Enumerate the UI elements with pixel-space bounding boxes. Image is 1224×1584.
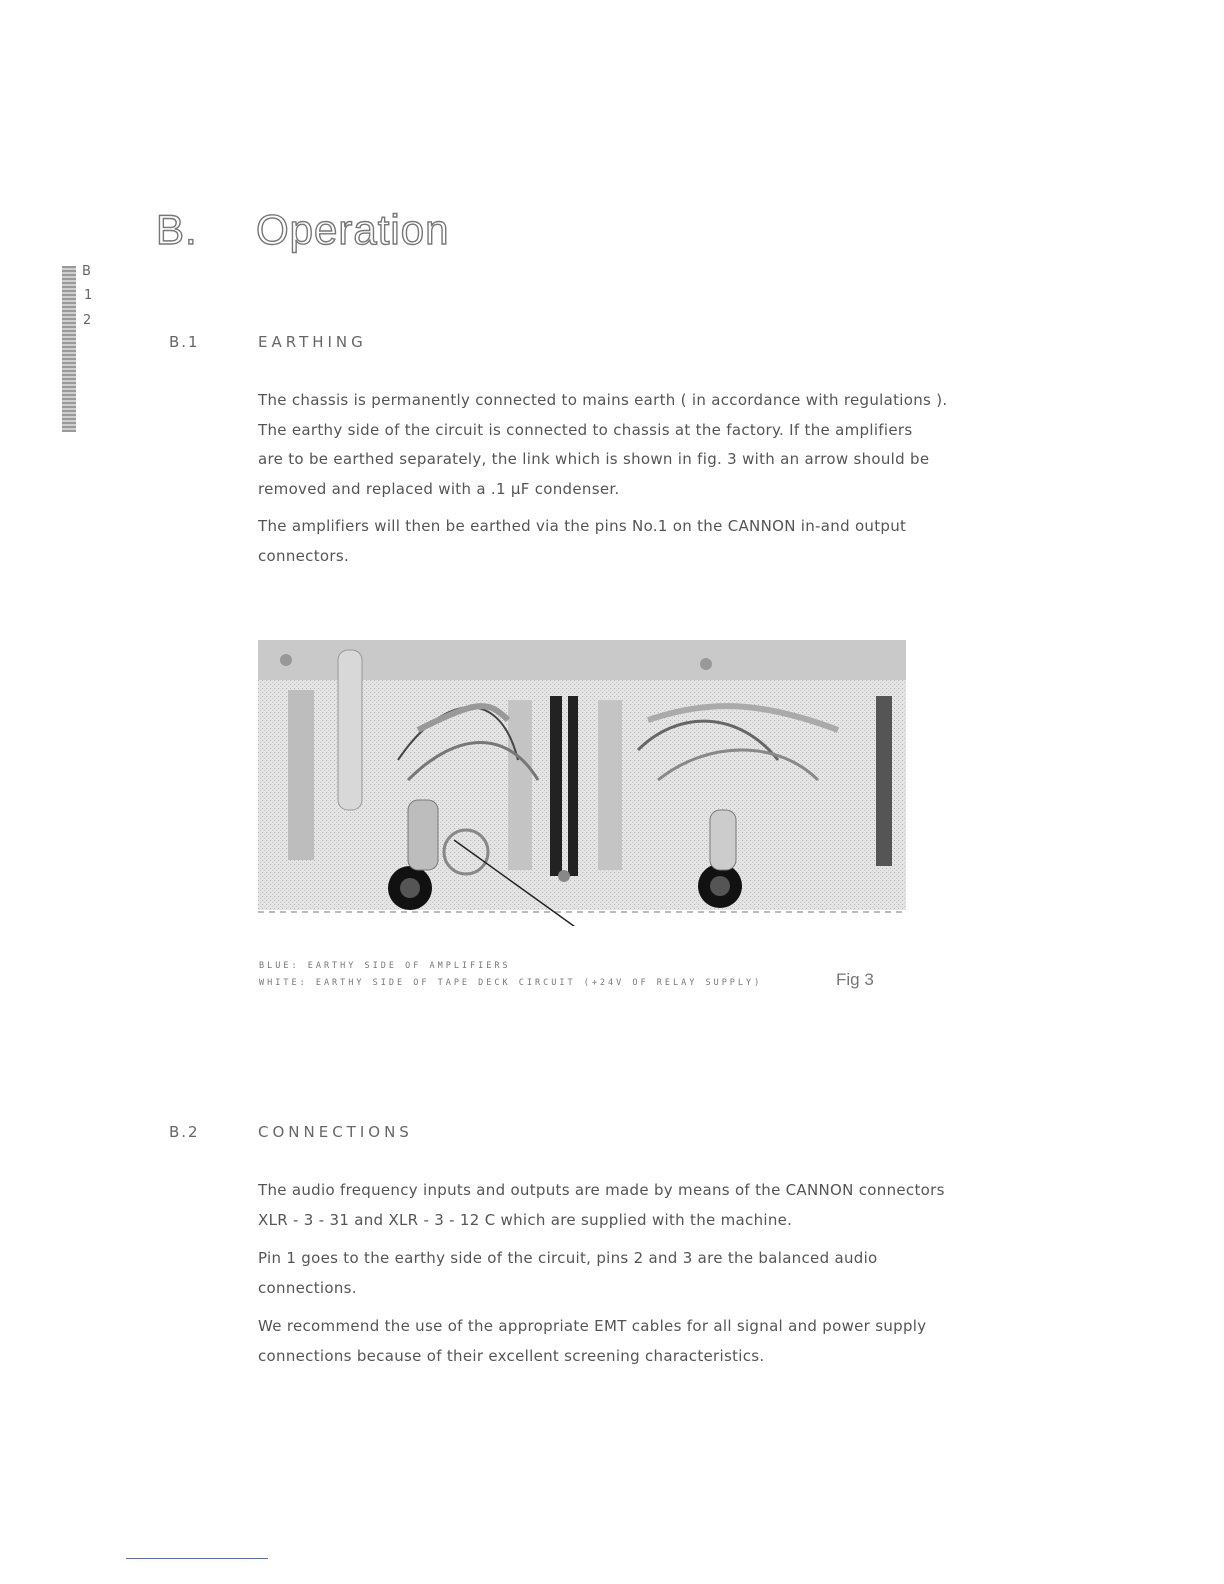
text-line: are to be earthed separately, the link which is shown in fig. 3 with an arrow should be [258, 450, 930, 468]
chapter-letter: B. [156, 206, 198, 253]
chapter-title: Operation [256, 206, 450, 253]
section-number: B.1 [169, 333, 200, 351]
side-tab-letter: B [82, 264, 91, 279]
figure-3-photo [258, 640, 906, 926]
figure-label: Fig 3 [836, 970, 874, 989]
text-line: connections because of their excellent screening characteristics. [258, 1346, 765, 1365]
text-line: We recommend the use of the appropriate EMT cables for all signal and power supply [258, 1317, 927, 1335]
text-line: connectors. [258, 546, 350, 565]
text-line: The chassis is permanently connected to mains earth ( in accordance with regulations ). [258, 391, 948, 409]
connections-paragraph-1 [258, 1176, 1018, 1235]
connections-paragraph-2 [258, 1244, 1018, 1303]
text-line: The earthy side of the circuit is connected to chassis at the factory. If the amplifiers [258, 420, 913, 439]
side-tab-letter: 2 [83, 313, 92, 328]
text-line: XLR - 3 - 31 and XLR - 3 - 12 C which are supplied with the machine. [258, 1210, 793, 1229]
section-title: CONNECTIONS [258, 1123, 413, 1141]
figure-caption-line: WHITE: EARTHY SIDE OF TAPE DECK CIRCUIT (+24V OF RELAY SUPPLY) [259, 978, 763, 988]
text-line: The audio frequency inputs and outputs are made by means of the CANNON connectors [258, 1181, 945, 1199]
side-tab-letter: 1 [84, 288, 93, 303]
earthing-paragraph-1 [258, 386, 1018, 504]
figure-caption-line: BLUE: EARTHY SIDE OF AMPLIFIERS [259, 961, 511, 971]
connections-paragraph-3 [258, 1312, 1018, 1371]
text-line: The amplifiers will then be earthed via the pins No.1 on the CANNON in-and output [258, 517, 907, 535]
text-line: Pin 1 goes to the earthy side of the circuit, pins 2 and 3 are the balanced audio [258, 1249, 878, 1267]
side-index-tab [62, 266, 76, 432]
section-title: EARTHING [258, 333, 367, 351]
footnote-rule [126, 1558, 268, 1559]
section-number: B.2 [169, 1123, 200, 1141]
earthing-paragraph-2 [258, 512, 1018, 571]
text-line: removed and replaced with a .1 µF condenser. [258, 479, 620, 498]
text-line: connections. [258, 1278, 357, 1297]
